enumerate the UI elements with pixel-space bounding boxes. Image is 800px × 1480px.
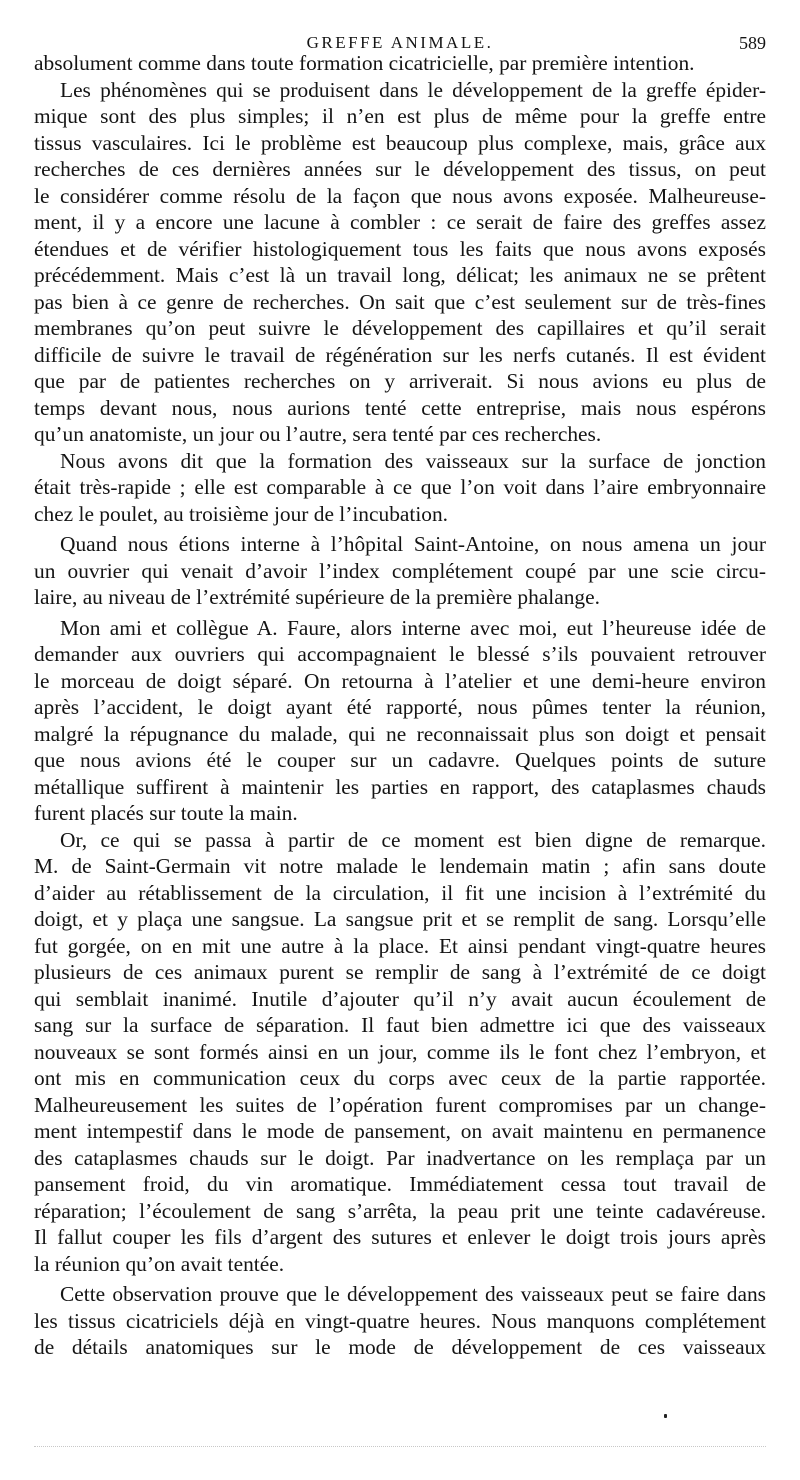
paragraph xyxy=(34,50,766,77)
text-line: ont mis en communication ceux du corps avec ceux de la partie rapportée. xyxy=(34,1066,766,1090)
page-number: 589 xyxy=(739,33,766,53)
text-line: laire, au niveau de l’extrémité supérieure de la première phalange. xyxy=(34,585,600,609)
text-line: malgré la répugnance du malade, qui ne reconnaissait plus son doigt et pensait xyxy=(34,721,766,746)
text-line: que nous avions été le couper sur un cadavre. Quelques points de suture xyxy=(34,748,766,772)
ink-speck xyxy=(664,1414,667,1418)
text-line: absolument comme dans toute formation cicatricielle, par première intention. xyxy=(34,51,695,75)
paragraph xyxy=(34,77,766,448)
running-head xyxy=(34,0,766,53)
text-line: doigt, et y plaça une sangsue. La sangsue prit et se remplit de sang. Lorsqu’elle xyxy=(34,907,766,931)
text-line: étendues et de vérifier histologiquement tous les faits que nous avons exposés xyxy=(34,236,766,261)
text-line: tissus vasculaires. Ici le problème est beaucoup plus complexe, mais, grâce aux xyxy=(34,130,766,155)
page xyxy=(34,0,766,1361)
text-line: le morceau de doigt séparé. On retourna à l’atelier et une demi-heure environ xyxy=(34,668,766,693)
text-line: qu’un anatomiste, un jour ou l’autre, sera tenté par ces recherches. xyxy=(34,422,602,446)
bottom-scan-edge xyxy=(34,1446,766,1447)
text-line: qui semblait inanimé. Inutile d’ajouter qu’il n’y avait aucun écoulement de xyxy=(34,986,766,1011)
text-line: Il fallut couper les fils d’argent des sutures et enlever le doigt trois jours après xyxy=(34,1225,766,1249)
text-line: Or, ce qui se passa à partir de ce moment est bien digne de remarque. xyxy=(60,827,766,852)
text-line: de détails anatomiques sur le mode de développement de ces vaisseaux xyxy=(34,1335,766,1359)
text-line: Nous avons dit que la formation des vaisseaux sur la surface de jonction xyxy=(60,448,766,473)
text-line: précédemment. Mais c’est là un travail long, délicat; les animaux ne se prêtent xyxy=(34,263,766,287)
text-line: furent placés sur toute la main. xyxy=(34,801,298,825)
text-line: nouveaux se sont formés ainsi en un jour, comme ils le font chez l’embryon, et xyxy=(34,1039,766,1064)
text-line: métallique suffirent à maintenir les parties en rapport, des cataplasmes chauds xyxy=(34,774,766,799)
running-title: GREFFE ANIMALE. xyxy=(306,33,494,52)
text-line: ment, il y a encore une lacune à combler : ce serait de faire des greffes assez xyxy=(34,210,766,234)
text-line: fut gorgée, on en mit une autre à la place. Et ainsi pendant vingt-quatre heures xyxy=(34,933,766,958)
text-line: réparation; l’écoulement de sang s’arrêta, la peau prit une teinte cadavéreuse. xyxy=(34,1198,766,1223)
text-line: les tissus cicatriciels déjà en vingt-quatre heures. Nous manquons complétement xyxy=(34,1308,766,1333)
text-line: Mon ami et collègue A. Faure, alors interne avec moi, eut l’heureuse idée de xyxy=(60,615,766,640)
text-line: d’aider au rétablissement de la circulation, il fit une incision à l’extrémité du xyxy=(34,880,766,905)
text-line: mique sont des plus simples; il n’en est plus de même pour la greffe entre xyxy=(34,104,766,128)
text-line: Les phénomènes qui se produisent dans le développement de la greffe épider- xyxy=(60,77,766,102)
text-line: la réunion qu’on avait tentée. xyxy=(34,1251,285,1276)
paragraph xyxy=(34,615,766,827)
text-line: des cataplasmes chauds sur le doigt. Par inadvertance on les remplaça par un xyxy=(34,1145,766,1170)
text-line: pas bien à ce genre de recherches. On sait que c’est seulement sur de très-fines xyxy=(34,289,766,314)
text-line: demander aux ouvriers qui accompagnaient le blessé s’ils pouvaient retrouver xyxy=(34,642,766,666)
text-line: M. de Saint-Germain vit notre malade le lendemain matin ; afin sans doute xyxy=(34,854,766,878)
text-line: Cette observation prouve que le développement des vaisseaux peut se faire dans xyxy=(60,1282,766,1306)
text-line: Malheureusement les suites de l’opération furent compromises par un change- xyxy=(34,1092,766,1117)
text-line: chez le poulet, au troisième jour de l’incubation. xyxy=(34,501,449,526)
paragraph xyxy=(34,448,766,528)
text-line: sang sur la surface de séparation. Il faut bien admettre ici que des vaisseaux xyxy=(34,1013,766,1037)
text-line: recherches de ces dernières années sur le développement des tissus, on peut xyxy=(34,157,766,181)
text-line: difficile de suivre le travail de régénération sur les nerfs cutanés. Il est évident xyxy=(34,342,766,367)
text-line: temps devant nous, nous aurions tenté cette entreprise, mais nous espérons xyxy=(34,395,766,420)
text-line: ment intempestif dans le mode de pansement, on avait maintenu en permanence xyxy=(34,1119,766,1143)
text-line: un ouvrier qui venait d’avoir l’index complétement coupé par une scie circu- xyxy=(34,558,766,583)
paragraph xyxy=(34,531,766,611)
text-line: que par de patientes recherches on y arriverait. Si nous avions eu plus de xyxy=(34,369,766,393)
text-line: membranes qu’on peut suivre le développement des capillaires et qu’il serait xyxy=(34,316,766,340)
text-line: le considérer comme résolu de la façon que nous avons exposée. Malheureuse- xyxy=(34,183,766,208)
paragraph xyxy=(34,827,766,1278)
text-line: après l’accident, le doigt ayant été rapporté, nous pûmes tenter la réunion, xyxy=(34,695,766,719)
paragraph xyxy=(34,1281,766,1361)
body-text xyxy=(34,50,766,1361)
text-line: était très-rapide ; elle est comparable à ce que l’on voit dans l’aire embryonnaire xyxy=(34,475,766,499)
text-line: Quand nous étions interne à l’hôpital Saint-Antoine, on nous amena un jour xyxy=(60,532,766,556)
text-line: pansement froid, du vin aromatique. Immédiatement cessa tout travail de xyxy=(34,1172,766,1196)
text-line: plusieurs de ces animaux purent se remplir de sang à l’extrémité de ce doigt xyxy=(34,960,766,984)
